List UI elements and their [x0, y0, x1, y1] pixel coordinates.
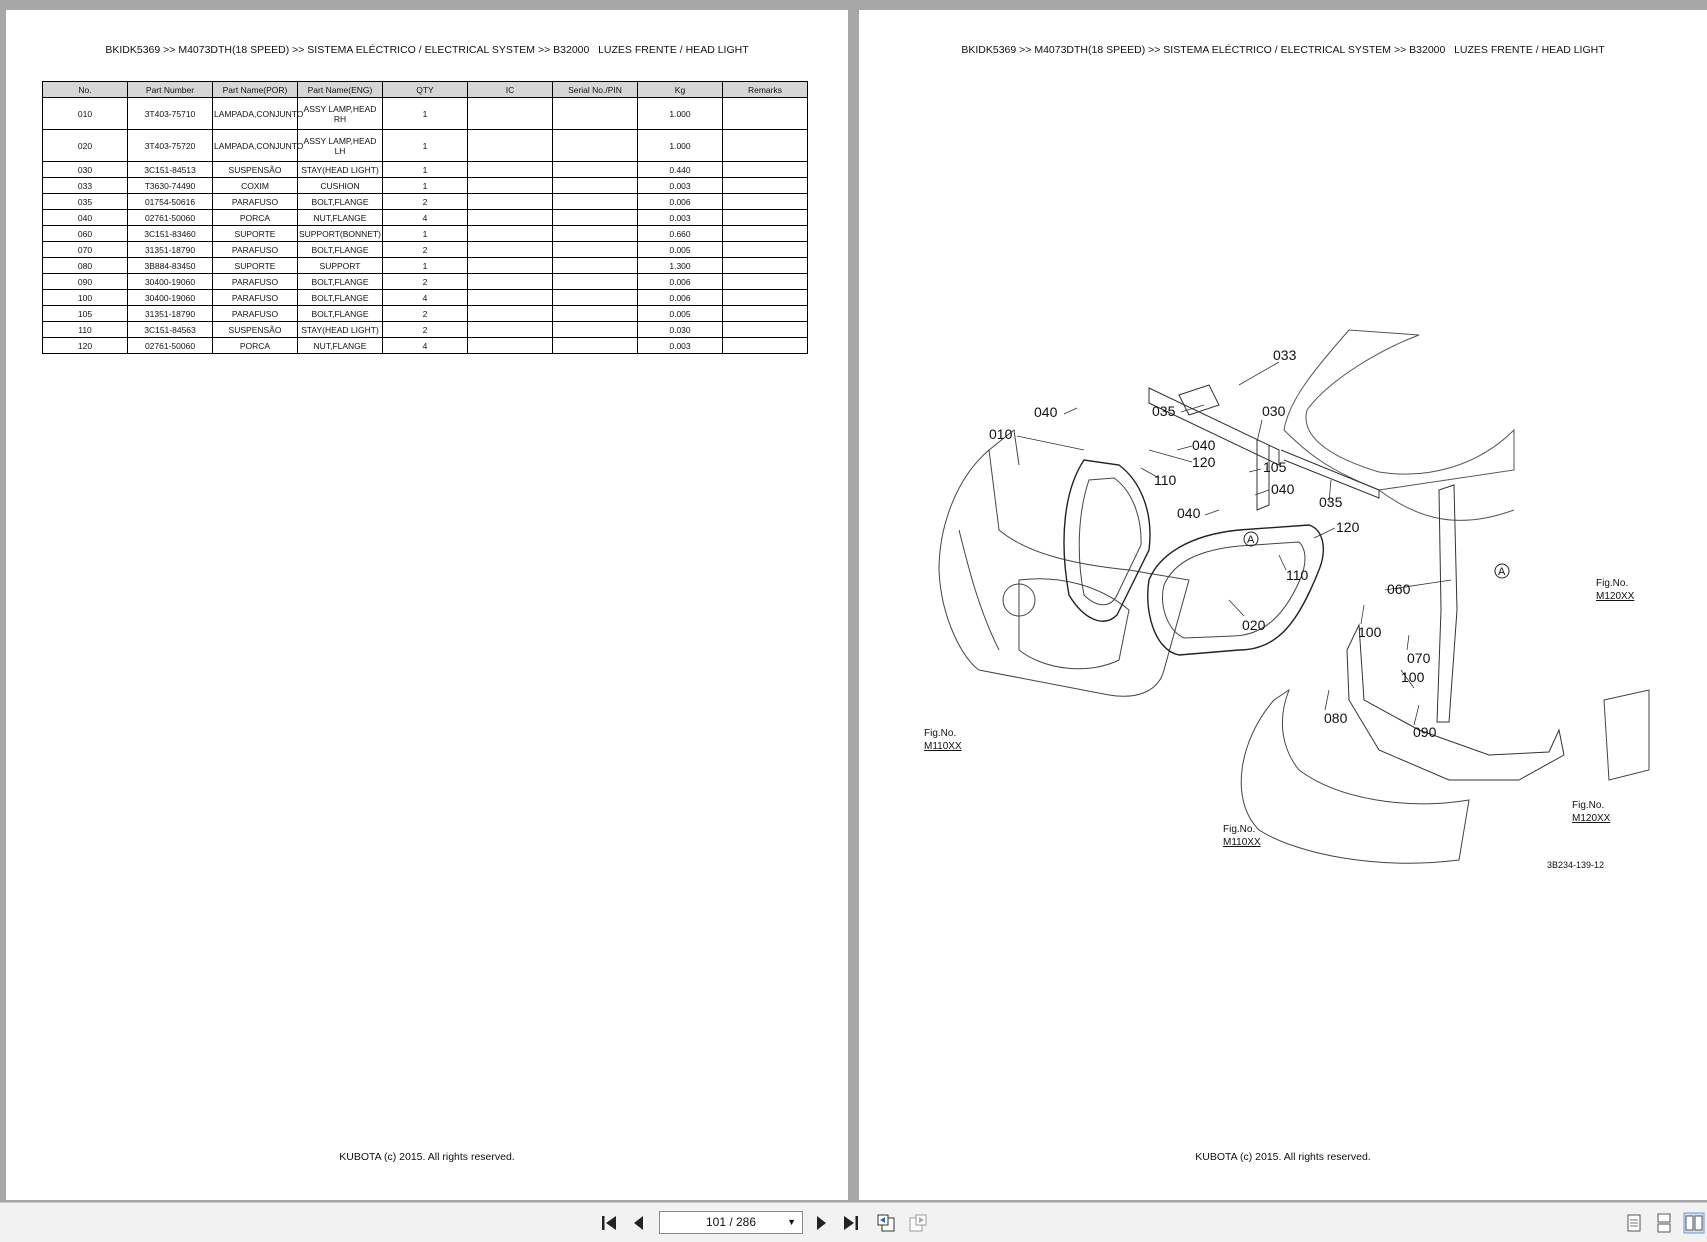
page-indicator: 101 / 286: [705, 1215, 757, 1229]
cell-name-por: LAMPADA,CONJUNTO: [213, 98, 298, 130]
part-callout: 100: [1401, 669, 1425, 685]
fig-label: Fig.No.: [1596, 578, 1629, 589]
two-page-icon[interactable]: [1683, 1212, 1705, 1234]
table-row: [43, 194, 808, 210]
callout-leader: [1279, 555, 1286, 570]
table-row: [43, 242, 808, 258]
part-callout: 090: [1413, 724, 1437, 740]
footer: KUBOTA (c) 2015. All rights reserved.: [1195, 1151, 1371, 1163]
cell-no: 100: [43, 290, 128, 306]
cell-part-number: 02761-50060: [128, 338, 213, 354]
support-frame: [1347, 625, 1564, 780]
table-row: [43, 258, 808, 274]
callout-leader: [1361, 605, 1364, 624]
cell-no: 105: [43, 306, 128, 322]
cell-ic: [468, 242, 553, 258]
cell-name-eng: BOLT,FLANGE: [298, 274, 383, 290]
cell-name-eng: BOLT,FLANGE: [298, 194, 383, 210]
cell-ic: [468, 322, 553, 338]
cell-no: 010: [43, 98, 128, 130]
prev-page-icon[interactable]: [628, 1212, 650, 1234]
part-callout: 040: [1271, 481, 1295, 497]
cell-qty: 2: [383, 274, 468, 290]
part-callout: 035: [1319, 494, 1343, 510]
fig-label: Fig.No.: [1223, 824, 1256, 835]
cell-qty: 1: [383, 162, 468, 178]
callout-leader: [1149, 450, 1192, 462]
part-callout: 120: [1192, 454, 1216, 470]
cell-serial: [553, 290, 638, 306]
cell-remarks: [723, 274, 808, 290]
cell-no: 090: [43, 274, 128, 290]
table-row: [43, 290, 808, 306]
cell-ic: [468, 162, 553, 178]
column-header: No.: [43, 82, 128, 98]
cell-no: 080: [43, 258, 128, 274]
continuous-icon[interactable]: [1653, 1212, 1675, 1234]
callout-leader: [1239, 362, 1279, 385]
cell-name-por: PORCA: [213, 338, 298, 354]
cell-name-eng: ASSY LAMP,HEAD LH: [298, 130, 383, 162]
cell-kg: 1.000: [638, 130, 723, 162]
cell-kg: 0.006: [638, 274, 723, 290]
cell-name-por: SUSPENSÃO: [213, 322, 298, 338]
table-row: [43, 306, 808, 322]
part-callout: 020: [1242, 617, 1266, 633]
cell-no: 060: [43, 226, 128, 242]
cell-kg: 0.440: [638, 162, 723, 178]
cell-remarks: [723, 98, 808, 130]
cell-remarks: [723, 194, 808, 210]
cell-kg: 0.006: [638, 290, 723, 306]
cell-ic: [468, 306, 553, 322]
exploded-diagram: [859, 10, 1707, 1200]
cell-serial: [553, 258, 638, 274]
viewer-toolbar: [0, 1202, 1707, 1242]
table-row: [43, 322, 808, 338]
cell-serial: [553, 242, 638, 258]
part-callout: 080: [1324, 710, 1348, 726]
cell-name-por: PARAFUSO: [213, 306, 298, 322]
bonnet-outline: [1284, 330, 1514, 490]
cell-remarks: [723, 162, 808, 178]
table-row: [43, 274, 808, 290]
cell-part-number: 3C151-84513: [128, 162, 213, 178]
cell-remarks: [723, 290, 808, 306]
cell-kg: 0.005: [638, 242, 723, 258]
last-page-icon[interactable]: [840, 1212, 862, 1234]
callout-leader: [1257, 420, 1262, 442]
cell-name-por: LAMPADA,CONJUNTO: [213, 130, 298, 162]
cell-qty: 1: [383, 226, 468, 242]
column-header: Serial No./PIN: [553, 82, 638, 98]
cell-part-number: 3B884-83450: [128, 258, 213, 274]
cell-remarks: [723, 322, 808, 338]
part-callout: 120: [1336, 519, 1360, 535]
column-header: Part Name(POR): [213, 82, 298, 98]
prev-view-icon[interactable]: [875, 1212, 897, 1234]
cell-qty: 2: [383, 322, 468, 338]
part-callout: 110: [1154, 472, 1177, 488]
cell-remarks: [723, 178, 808, 194]
column-header: Part Number: [128, 82, 213, 98]
cell-kg: 0.003: [638, 210, 723, 226]
cell-part-number: 30400-19060: [128, 274, 213, 290]
table-row: [43, 130, 808, 162]
column-header: QTY: [383, 82, 468, 98]
cell-ic: [468, 258, 553, 274]
cell-no: 035: [43, 194, 128, 210]
cell-qty: 4: [383, 290, 468, 306]
fig-ref: M110XX: [924, 741, 962, 752]
part-callout: 010: [989, 426, 1013, 442]
cell-no: 033: [43, 178, 128, 194]
cell-ic: [468, 338, 553, 354]
callout-leader: [1325, 690, 1329, 710]
cell-name-por: PARAFUSO: [213, 242, 298, 258]
part-callout: 070: [1407, 650, 1431, 666]
cell-ic: [468, 98, 553, 130]
cell-part-number: 01754-50616: [128, 194, 213, 210]
cell-qty: 4: [383, 210, 468, 226]
cell-name-eng: STAY(HEAD LIGHT): [298, 322, 383, 338]
cell-serial: [553, 194, 638, 210]
cell-name-eng: SUPPORT(BONNET): [298, 226, 383, 242]
cell-remarks: [723, 338, 808, 354]
parts-table: [42, 81, 808, 354]
cell-remarks: [723, 242, 808, 258]
column-header: Part Name(ENG): [298, 82, 383, 98]
cell-name-por: SUPORTE: [213, 258, 298, 274]
part-callout: 040: [1034, 404, 1058, 420]
reference-marker: A: [1247, 534, 1255, 546]
cell-qty: 2: [383, 306, 468, 322]
cell-serial: [553, 306, 638, 322]
cell-no: 110: [43, 322, 128, 338]
fig-ref: M120XX: [1572, 813, 1611, 824]
cell-serial: [553, 98, 638, 130]
cell-name-por: SUSPENSÃO: [213, 162, 298, 178]
part-callout: 040: [1192, 437, 1216, 453]
cell-qty: 2: [383, 242, 468, 258]
left-page: [6, 10, 848, 1200]
callout-leader: [1017, 436, 1084, 450]
cell-remarks: [723, 226, 808, 242]
cell-name-por: SUPORTE: [213, 226, 298, 242]
callout-leader: [1414, 705, 1419, 725]
cell-serial: [553, 210, 638, 226]
cell-name-eng: SUPPORT: [298, 258, 383, 274]
cell-ic: [468, 274, 553, 290]
callout-leader: [1064, 408, 1077, 414]
cell-no: 020: [43, 130, 128, 162]
callout-leader: [1249, 469, 1261, 472]
next-view-icon[interactable]: [907, 1212, 929, 1234]
cell-qty: 2: [383, 194, 468, 210]
cell-kg: 0.005: [638, 306, 723, 322]
column-header: Kg: [638, 82, 723, 98]
part-callout: 110: [1286, 567, 1309, 583]
single-page-icon[interactable]: [1623, 1212, 1645, 1234]
cell-name-por: PARAFUSO: [213, 290, 298, 306]
cell-ic: [468, 178, 553, 194]
cell-serial: [553, 322, 638, 338]
cell-kg: 0.660: [638, 226, 723, 242]
cell-no: 120: [43, 338, 128, 354]
callout-leader: [1229, 600, 1244, 616]
cell-name-eng: BOLT,FLANGE: [298, 306, 383, 322]
part-callout: 040: [1177, 505, 1201, 521]
column-header: IC: [468, 82, 553, 98]
cell-serial: [553, 338, 638, 354]
cell-ic: [468, 226, 553, 242]
cell-part-number: 3T403-75720: [128, 130, 213, 162]
page-number-field[interactable]: [659, 1211, 803, 1234]
cell-part-number: 30400-19060: [128, 290, 213, 306]
fig-ref: M110XX: [1223, 837, 1261, 848]
cell-kg: 0.003: [638, 338, 723, 354]
cell-kg: 0.030: [638, 322, 723, 338]
footer: KUBOTA (c) 2015. All rights reserved.: [339, 1151, 515, 1163]
table-row: [43, 226, 808, 242]
cell-name-eng: ASSY LAMP,HEAD RH: [298, 98, 383, 130]
breadcrumb: BKIDK5369 >> M4073DTH(18 SPEED) >> SISTEMA ELÉCTRICO / ELECTRICAL SYSTEM >> B32000 LUZES FRENTE / HEAD LIGHT: [961, 44, 1605, 56]
part-callout: 035: [1152, 403, 1176, 419]
dropdown-caret-icon[interactable]: ▼: [787, 1217, 796, 1227]
cell-qty: 4: [383, 338, 468, 354]
callout-leader: [1407, 635, 1409, 650]
cell-kg: 1.300: [638, 258, 723, 274]
cell-part-number: 3C151-84563: [128, 322, 213, 338]
cell-name-por: PORCA: [213, 210, 298, 226]
cell-ic: [468, 194, 553, 210]
drawing-id: 3B234-139-12: [1547, 860, 1605, 870]
cell-kg: 1.000: [638, 98, 723, 130]
cell-kg: 0.006: [638, 194, 723, 210]
callout-leader: [1177, 446, 1192, 450]
first-page-icon[interactable]: [598, 1212, 620, 1234]
cell-serial: [553, 226, 638, 242]
cell-name-eng: STAY(HEAD LIGHT): [298, 162, 383, 178]
cell-part-number: 31351-18790: [128, 242, 213, 258]
cell-remarks: [723, 210, 808, 226]
cell-part-number: 31351-18790: [128, 306, 213, 322]
fig-label: Fig.No.: [924, 728, 957, 739]
cell-no: 030: [43, 162, 128, 178]
part-callout: 100: [1358, 624, 1382, 640]
cell-part-number: 3C151-83460: [128, 226, 213, 242]
cell-serial: [553, 162, 638, 178]
table-row: [43, 178, 808, 194]
part-callout: 105: [1263, 459, 1287, 475]
table-row: [43, 338, 808, 354]
cell-name-por: PARAFUSO: [213, 194, 298, 210]
next-page-icon[interactable]: [810, 1212, 832, 1234]
cell-serial: [553, 130, 638, 162]
cell-name-por: PARAFUSO: [213, 274, 298, 290]
column-header: Remarks: [723, 82, 808, 98]
table-header-row: [43, 82, 808, 98]
cell-no: 070: [43, 242, 128, 258]
reference-marker: A: [1498, 566, 1506, 578]
headlight-rh: [1064, 460, 1150, 621]
cell-name-eng: NUT,FLANGE: [298, 210, 383, 226]
cell-name-eng: BOLT,FLANGE: [298, 242, 383, 258]
cell-qty: 1: [383, 178, 468, 194]
fig-label: Fig.No.: [1572, 800, 1605, 811]
cell-serial: [553, 274, 638, 290]
table-row: [43, 162, 808, 178]
cell-name-por: COXIM: [213, 178, 298, 194]
cell-serial: [553, 178, 638, 194]
fig-ref: M120XX: [1596, 591, 1635, 602]
breadcrumb: BKIDK5369 >> M4073DTH(18 SPEED) >> SISTEMA ELÉCTRICO / ELECTRICAL SYSTEM >> B32000 LUZES FRENTE / HEAD LIGHT: [105, 44, 749, 56]
cell-name-eng: BOLT,FLANGE: [298, 290, 383, 306]
cell-remarks: [723, 130, 808, 162]
callout-leader: [1205, 510, 1219, 515]
cell-name-eng: CUSHION: [298, 178, 383, 194]
cell-remarks: [723, 258, 808, 274]
part-callout: 030: [1262, 403, 1286, 419]
cell-part-number: 3T403-75710: [128, 98, 213, 130]
cell-ic: [468, 210, 553, 226]
cell-qty: 1: [383, 130, 468, 162]
cell-qty: 1: [383, 98, 468, 130]
cell-ic: [468, 290, 553, 306]
table-row: [43, 210, 808, 226]
cell-part-number: 02761-50060: [128, 210, 213, 226]
part-callout: 060: [1387, 581, 1411, 597]
right-page: [859, 10, 1707, 1200]
cell-part-number: T3630-74490: [128, 178, 213, 194]
cell-no: 040: [43, 210, 128, 226]
cell-name-eng: NUT,FLANGE: [298, 338, 383, 354]
cell-ic: [468, 130, 553, 162]
cell-kg: 0.003: [638, 178, 723, 194]
cell-qty: 1: [383, 258, 468, 274]
part-callout: 033: [1273, 347, 1297, 363]
table-row: [43, 98, 808, 130]
cell-remarks: [723, 306, 808, 322]
